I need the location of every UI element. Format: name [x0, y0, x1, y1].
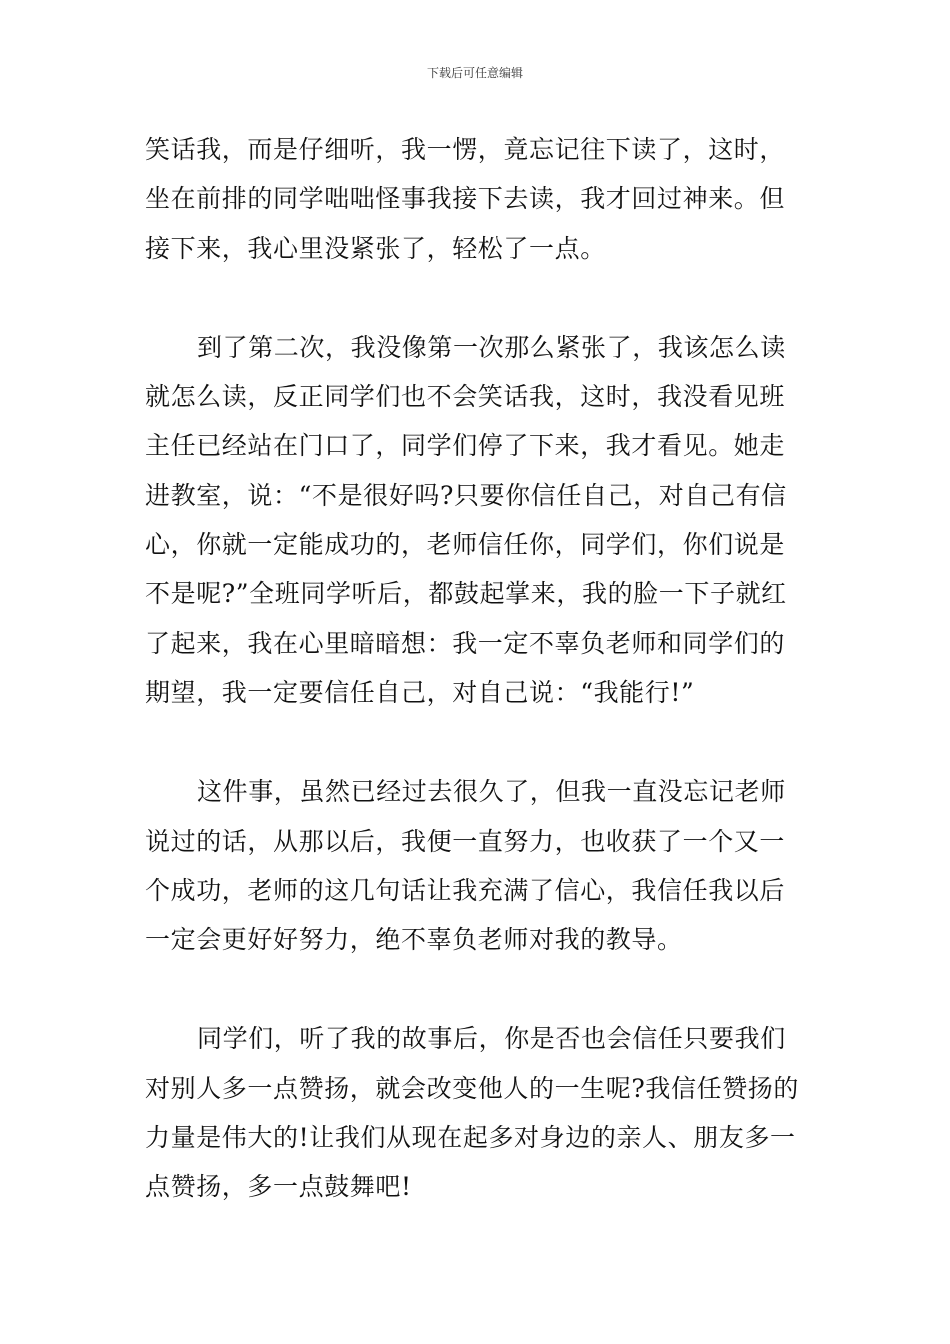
- text-line: 个成功，老师的这几句话让我充满了信心，我信任我以后: [145, 875, 786, 905]
- text-line: 主任已经站在门口了，同学们停了下来，我才看见。她走: [145, 431, 786, 461]
- text-line: 期望，我一定要信任自己，对自己说：“我能行!”: [145, 677, 695, 707]
- text-line: 这件事，虽然已经过去很久了，但我一直没忘记老师: [197, 777, 786, 807]
- text-line: 同学们，听了我的故事后，你是否也会信任只要我们: [197, 1024, 786, 1054]
- document-body: [145, 125, 810, 1212]
- text-line: 坐在前排的同学咄咄怪事我接下去读，我才回过神来。但: [145, 184, 786, 214]
- text-line: 说过的话，从那以后，我便一直努力，也收获了一个又一: [145, 826, 786, 856]
- text-line: 就怎么读，反正同学们也不会笑话我，这时，我没看见班: [145, 382, 786, 412]
- paragraph: [145, 767, 810, 964]
- text-line: 力量是伟大的!让我们从现在起多对身边的亲人、朋友多一: [145, 1123, 796, 1153]
- page-header: 下载后可任意编辑: [426, 66, 523, 80]
- text-line: 不是呢?”全班同学听后，都鼓起掌来，我的脸一下子就红: [145, 579, 787, 609]
- text-line: 对别人多一点赞扬，就会改变他人的一生呢?我信任赞扬的: [145, 1073, 800, 1103]
- text-line: 接下来，我心里没紧张了，轻松了一点。: [145, 233, 606, 263]
- text-line: 点赞扬，多一点鼓舞吧!: [145, 1172, 412, 1202]
- text-line: 了起来，我在心里暗暗想：我一定不辜负老师和同学们的: [145, 628, 786, 658]
- text-line: 到了第二次，我没像第一次那么紧张了，我该怎么读: [197, 332, 786, 362]
- text-line: 进教室，说：“不是很好吗?只要你信任自己，对自己有信: [145, 480, 787, 510]
- text-line: 笑话我，而是仔细听，我一愣，竟忘记往下读了，这时，: [145, 135, 786, 164]
- text-line: 一定会更好好努力，绝不辜负老师对我的教导。: [145, 925, 683, 955]
- paragraph: [145, 1014, 810, 1211]
- paragraph: [145, 323, 810, 717]
- text-line: 心，你就一定能成功的，老师信任你，同学们，你们说是: [145, 530, 786, 560]
- paragraph: [145, 125, 810, 273]
